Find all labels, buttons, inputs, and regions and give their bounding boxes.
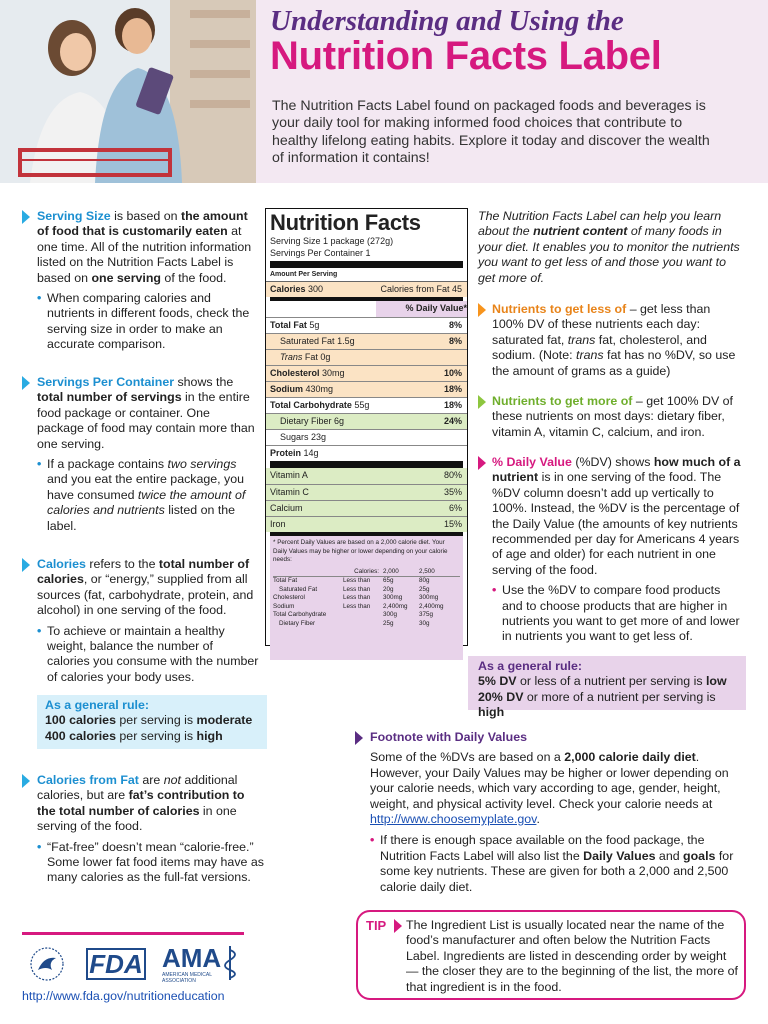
rule-bold: 400 calories: [45, 728, 116, 743]
daily-value-bold: how much of a nutrient: [492, 455, 741, 485]
servings-bullet-italic: twice the amount of calories and nutrients: [47, 487, 246, 518]
nutrient-name: Sugars: [280, 432, 309, 442]
dv-table-cell: 2,400mg: [383, 602, 408, 610]
dv-table-cell: Total Carbohydrate: [273, 611, 327, 618]
daily-value-text: (%DV) shows: [571, 455, 654, 469]
fat-text: are: [138, 773, 164, 787]
calories-arrow-icon: [22, 558, 30, 572]
calories-bullet: • To achieve or maintain a healthy weight, balance the number of calories you consume with the number of calories your body uses.: [37, 624, 259, 686]
intro-text: of many foods in your diet. It enables you to monitor the nutrients you want to get less of and those you want to get more of.: [478, 224, 740, 285]
nutrient-name: Total Fat: [270, 320, 307, 330]
footnote-bold: 2,000 calorie daily diet: [564, 750, 696, 765]
header-title-line2: Nutrition Facts Label: [270, 34, 662, 78]
dv-table-cell: Dietary Fiber: [279, 619, 316, 627]
dv-table-cell: 300g: [383, 611, 398, 618]
servings-per-container-arrow-icon: [22, 376, 30, 390]
nutrient-name: Cholesterol: [270, 368, 320, 378]
daily-value-text: is in one serving of the food. The %DV column doesn’t add up vertically to 100%. Instead, the %DV is the percentage of the Daily Value (the amounts of key nutrients recommended per day for Americans 4 years of age and older) for each nutrient in one serving of the food.: [492, 470, 740, 577]
footnote-bullet-bold: goals: [683, 848, 716, 863]
get-more-text: – get 100% DV of these nutrients on most days: dietary fiber, vitamin A, vitamin C, calcium, and iron.: [492, 394, 734, 439]
dv-table-row: [273, 611, 460, 620]
get-more-arrow-icon: [478, 395, 486, 409]
calories-from-fat-arrow-icon: [22, 774, 30, 788]
label-vitamin-c: [266, 484, 467, 500]
right-intro-text: [478, 209, 743, 286]
calories-bold: total number of calories: [37, 557, 250, 587]
shoppers-illustration: [0, 0, 256, 183]
get-more-term: Nutrients to get more of: [492, 394, 633, 408]
label-divider-thick: [270, 461, 463, 468]
nutrient-amount: Fat 0g: [304, 352, 331, 362]
footnote-bullet-text: for some key nutrients. These are given for both a 2,000 and 2,500 calorie daily diet.: [380, 848, 734, 894]
rule-text: per serving is: [115, 713, 197, 728]
serving-size-text: of the food.: [160, 270, 227, 285]
footnote-bullet-bold: Daily Values: [583, 848, 656, 863]
label-row-sodium: [266, 381, 467, 397]
label-calories-from-fat: Calories from Fat 45: [380, 284, 462, 294]
label-row-total-carb: [266, 397, 467, 413]
daily-value-arrow-icon: [478, 456, 486, 470]
footer-divider: [22, 932, 244, 935]
dv-table-row: [273, 603, 460, 612]
label-dv-table: [273, 568, 460, 629]
daily-value-term: % Daily Value: [492, 455, 572, 469]
rule-bold: 20% DV: [478, 689, 524, 704]
nutrients-get-more-section: [492, 394, 742, 440]
nutrient-name: Saturated Fat: [280, 336, 335, 346]
dv-header-text: % Daily Value*: [405, 303, 467, 313]
daily-value-bullet: • Use the %DV to compare food products and to choose products that are higher in nutrients you want to get more of and lower in nutrients you want to get less of.: [492, 583, 742, 645]
servings-bullet-text: and you eat the entire package, you have consumed: [47, 472, 245, 502]
nutrient-dv: 10%: [443, 368, 462, 378]
dv-table-cell: 375g: [419, 611, 434, 618]
fat-bold: fat’s contribution to the total number of calories: [37, 788, 245, 818]
rule-bold: 100 calories: [45, 713, 116, 728]
calories-section: [37, 557, 259, 685]
footnote-text: Some of the %DVs are based on a: [370, 750, 565, 765]
vitamin-name: Vitamin A: [270, 470, 308, 480]
tip-text: The Ingredient List is usually located near the name of the food’s manufacturer and often below the Nutrition Facts Label. Ingredients are listed in descending order by weight — the closer they are to the beginning of the list, the more of that ingredient is in the food.: [406, 918, 738, 994]
label-servings-per-container: Servings Per Container 1: [270, 248, 371, 258]
serving-size-bold: the amount of food that is customarily eaten: [37, 209, 248, 239]
nutrient-dv: 18%: [443, 400, 462, 410]
vitamin-dv: 6%: [448, 503, 462, 513]
dv-table-cell: 20g: [383, 585, 394, 593]
fat-italic: not: [163, 773, 181, 787]
nutrient-name: Total Carbohydrate: [270, 400, 352, 410]
servings-bold: total number of servings: [37, 390, 182, 405]
dv-table-cell: 2,500: [419, 567, 435, 575]
tip-box: [356, 910, 746, 1000]
caduceus-icon: [218, 944, 242, 982]
nutrient-name: Sodium: [270, 384, 303, 394]
label-row-protein: [266, 445, 467, 461]
dv-table-cell: Total Fat: [273, 577, 298, 584]
label-row-trans-fat: [266, 349, 467, 365]
get-less-text: – get less than 100% DV of these nutrients each day: saturated fat,: [492, 302, 711, 347]
vitamin-name: Iron: [270, 519, 286, 529]
ama-logo: AMA: [162, 943, 222, 973]
dv-table-header: [273, 568, 460, 577]
rule-bold: 5% DV: [478, 674, 517, 689]
nutrient-dv: 18%: [443, 384, 462, 394]
rule-bold: low: [705, 674, 727, 689]
ama-subtitle: AMERICAN MEDICAL ASSOCIATION: [162, 972, 212, 984]
label-calcium: [266, 500, 467, 516]
dv-table-row: [273, 620, 460, 629]
label-row-sugars: [266, 429, 467, 445]
dv-table-cell: [273, 568, 343, 577]
intro-text: The Nutrition Facts Label can help you learn about the: [478, 209, 722, 239]
label-title: Nutrition Facts: [270, 210, 421, 235]
dv-table-cell: 65g: [383, 577, 394, 584]
label-row-saturated-fat: [266, 333, 467, 349]
label-calories: Calories: [270, 284, 306, 294]
servings-bullet-text: listed on the label.: [47, 503, 236, 533]
daily-value-rule-box: [468, 656, 746, 720]
get-less-arrow-icon: [478, 303, 486, 317]
calories-from-fat-bullet: • “Fat-free” doesn’t mean “calorie-free.” Some lower fat food items may have as many calories as the full-fat versions.: [37, 840, 265, 886]
dv-table-cell: Sodium: [273, 602, 295, 610]
get-less-italic: trans: [576, 348, 604, 363]
footnote-text: .: [536, 812, 540, 827]
dv-table-cell: 2,400mg: [419, 602, 444, 610]
page-header: [0, 0, 768, 183]
footnote-paragraph: [370, 750, 745, 827]
dv-table-row: [273, 594, 460, 603]
rule-bold: high: [478, 705, 505, 720]
servings-bullet-text: If a package contains: [47, 457, 168, 472]
serving-size-bold: one serving: [91, 270, 161, 285]
servings-bullet-italic: two servings: [167, 457, 237, 472]
get-less-term: Nutrients to get less of: [492, 302, 627, 316]
dv-table-cell: Saturated Fat: [279, 585, 318, 593]
label-row-dietary-fiber: [266, 413, 467, 429]
calories-from-fat-term: Calories from Fat: [37, 773, 139, 787]
fda-nutrition-link[interactable]: http://www.fda.gov/nutritioneducation: [22, 989, 225, 1003]
header-photo: [0, 0, 256, 183]
label-divider-thick: [270, 261, 463, 268]
dv-table-cell: Less than: [343, 577, 371, 584]
nutrient-amount: 5g: [309, 320, 320, 330]
vitamin-dv: 80%: [443, 470, 462, 480]
calories-text: refers to the: [85, 557, 159, 571]
get-less-italic: trans: [567, 332, 596, 347]
footnote-section: [370, 730, 745, 895]
vitamin-dv: 15%: [443, 519, 462, 529]
label-dv-header: [376, 301, 467, 317]
nutrient-name: Trans: [280, 352, 303, 362]
dv-table-row: [273, 577, 460, 586]
dv-table-cell: Cholesterol: [273, 594, 305, 601]
vitamin-dv: 35%: [443, 487, 462, 497]
dv-table-cell: 25g: [419, 585, 430, 593]
dv-table-cell: 30g: [419, 619, 430, 627]
nutrient-name: Dietary Fiber: [280, 416, 332, 426]
rule-bold: moderate: [196, 713, 253, 728]
nutrient-amount: 23g: [311, 432, 327, 442]
label-footnote-area: [270, 536, 463, 660]
dv-rule-2: [478, 690, 736, 721]
nutrient-amount: 6g: [334, 416, 345, 426]
dv-table-row: [273, 586, 460, 595]
serving-size-text: at one time. All of the nutrition information listed on the Nutrition Facts Label is based on: [37, 224, 252, 285]
footnote-arrow-icon: [355, 731, 363, 745]
get-less-text: fat, cholesterol, and sodium. (Note:: [492, 332, 707, 363]
rule-bold: high: [196, 728, 223, 743]
footnote-term: Footnote with Daily Values: [370, 730, 527, 744]
vitamin-name: Vitamin C: [270, 487, 309, 497]
daily-value-section: [492, 455, 742, 645]
serving-size-arrow-icon: [22, 210, 30, 224]
dv-table-cell: [343, 611, 383, 620]
calories-term: Calories: [37, 557, 86, 571]
tip-arrow-icon: [394, 919, 402, 933]
nutrient-amount: 1.5g: [337, 336, 355, 346]
header-intro-text: The Nutrition Facts Label found on packaged foods and beverages is your daily tool for making informed food choices that contribute to healthy lifelong eating habits. Explore it today and discover the wealth of information it contains!: [272, 98, 710, 166]
dv-table-cell: [343, 620, 383, 629]
footnote-bullet-text: If there is enough space available on the food package, the Nutrition Facts Label will also list the: [380, 833, 705, 863]
calories-rule-2: [45, 729, 259, 744]
servings-text: in the entire food package or container. One package of food may contain more than one serving.: [37, 390, 255, 451]
serving-size-bullet: • When comparing calories and nutrients in different foods, check the serving size in order to make an accurate comparison.: [37, 291, 259, 353]
serving-size-term: Serving Size: [37, 209, 111, 223]
fat-text: in one serving of the food.: [37, 803, 237, 834]
nutrient-amount: 430mg: [305, 384, 334, 394]
nutrition-facts-label: [265, 208, 468, 646]
fat-text: additional calories, but are: [37, 773, 238, 803]
serving-size-section: [37, 209, 259, 353]
rule-text: or less of a nutrient per serving is: [516, 674, 706, 689]
choosemyplate-link[interactable]: http://www.choosemyplate.gov: [370, 812, 537, 827]
servings-per-container-term: Servings Per Container: [37, 375, 175, 389]
label-calories-value: 300: [308, 284, 324, 294]
calories-from-fat-section: [37, 773, 265, 886]
servings-per-container-bullet: [37, 457, 259, 534]
label-footnote: * Percent Daily Values are based on a 2,000 calorie diet. Your Daily Values may be higher or lower depending on your calorie needs:: [273, 539, 448, 563]
dv-table-cell: Less than: [343, 594, 371, 601]
tip-label: TIP: [366, 918, 387, 933]
nutrient-amount: 55g: [354, 400, 370, 410]
dv-table-cell: 80g: [419, 577, 430, 584]
label-calories-row: [266, 281, 467, 297]
calories-rule-box: [37, 695, 267, 749]
calories-rule-title: As a general rule:: [45, 698, 149, 712]
label-serving-size: Serving Size 1 package (272g): [270, 236, 394, 246]
dv-table-cell: 2,000: [383, 567, 399, 575]
rule-text: per serving is: [115, 728, 197, 743]
dv-rule-1: [478, 674, 736, 689]
servings-per-container-section: [37, 375, 259, 534]
label-amount-per-serving: Amount Per Serving: [270, 271, 338, 278]
dv-table-cell: Less than: [343, 602, 371, 610]
nutrient-amount: 30mg: [322, 368, 345, 378]
dv-table-cell: Calories:: [354, 567, 379, 575]
dv-table-cell: 300mg: [419, 594, 439, 601]
footnote-bullet-text: and: [655, 848, 684, 863]
intro-bold: nutrient content: [533, 224, 628, 239]
nutrient-amount: 14g: [303, 448, 319, 458]
label-iron: [266, 516, 467, 532]
calories-text: , or “energy,” supplied from all sources (fat, carbohydrate, protein, and alcohol) in one serving of the food.: [37, 572, 254, 618]
label-vitamin-a: [266, 468, 467, 484]
dv-table-cell: 300mg: [383, 594, 403, 601]
serving-size-text: is based on: [110, 209, 181, 223]
dv-rule-title: As a general rule:: [478, 659, 582, 673]
nutrient-dv: 8%: [448, 336, 462, 346]
header-title-line1: Understanding and Using the: [270, 5, 624, 37]
footnote-bullet: [370, 833, 745, 895]
hhs-logo-icon: [22, 946, 72, 982]
get-less-text: fat has no %DV, so use the amount of grams as a guide): [492, 348, 736, 378]
nutrient-dv: 8%: [448, 320, 462, 330]
rule-text: or more of a nutrient per serving is: [523, 689, 716, 704]
nutrient-name: Protein: [270, 448, 302, 458]
footnote-text: . However, your Daily Values may be higher or lower depending on your calorie needs, which vary according to age, gender, height, weight, and physical activity level. Check your calorie needs at: [370, 750, 729, 811]
dv-table-cell: Less than: [343, 585, 371, 593]
label-row-total-fat: [266, 317, 467, 333]
nutrient-dv: 24%: [443, 416, 462, 426]
calories-rule-1: [45, 713, 259, 728]
nutrients-get-less-section: [492, 302, 742, 379]
fda-logo: FDA: [86, 948, 146, 980]
dv-table-cell: 25g: [383, 619, 394, 627]
servings-text: shows the: [174, 375, 234, 389]
vitamin-name: Calcium: [270, 503, 303, 513]
label-row-cholesterol: [266, 365, 467, 381]
